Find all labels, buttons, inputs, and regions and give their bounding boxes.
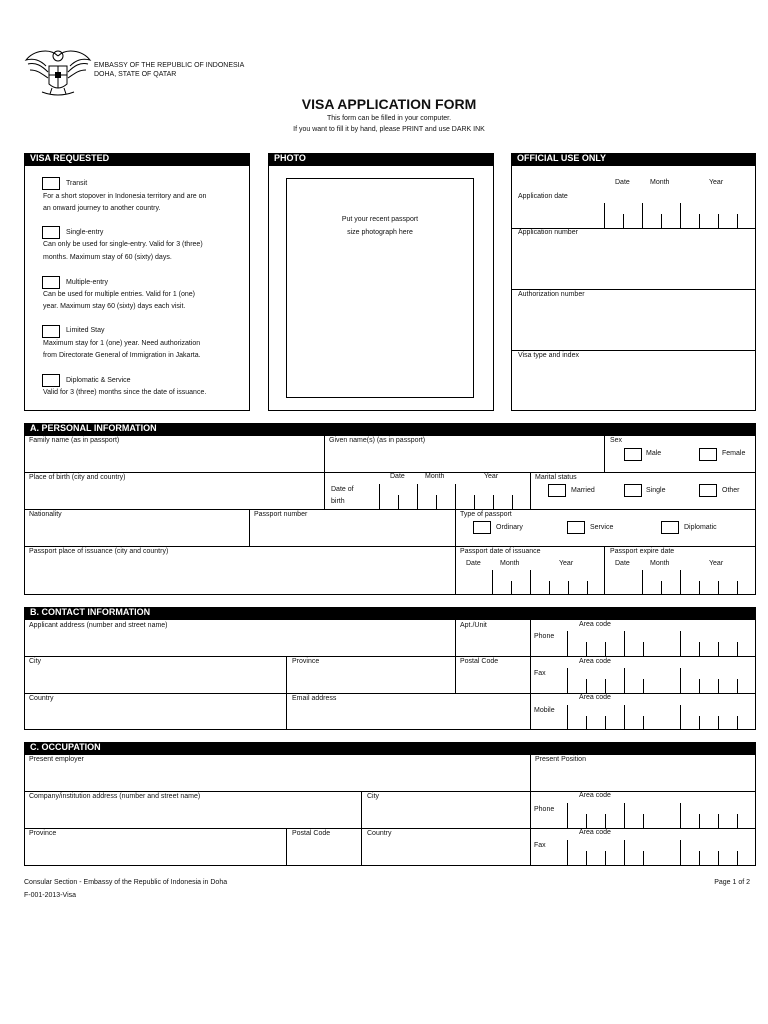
application-date-label: Application date	[518, 193, 568, 200]
contact-information-header	[24, 607, 756, 619]
footer-form-code: F-001-2013-Visa	[24, 892, 77, 899]
issuance-date-label: Date	[466, 560, 481, 567]
checkbox-ordinary[interactable]	[473, 521, 491, 534]
occupation-postal-code-label: Postal Code	[292, 830, 331, 837]
personal-information-title: A. PERSONAL INFORMATION	[30, 423, 157, 433]
issuance-month-label: Month	[500, 560, 520, 567]
footer-page-number: Page 1 of 2	[714, 879, 750, 886]
label-ordinary: Ordinary	[496, 524, 523, 531]
occupation-phone-label: Phone	[534, 806, 555, 813]
label-limited-stay: Limited Stay	[66, 327, 105, 334]
desc-single-2: months. Maximum stay of 60 (sixty) days.	[43, 254, 172, 261]
checkbox-limited-stay[interactable]	[42, 325, 60, 338]
garuda-emblem-icon	[22, 44, 94, 100]
label-single-entry: Single-entry	[66, 229, 104, 236]
issuance-year-label: Year	[559, 560, 574, 567]
place-of-issuance-label: Passport place of issuance (city and country)	[29, 548, 169, 555]
visa-type-label: Visa type and index	[518, 352, 579, 359]
subtitle-line-1: This form can be filled in your computer.	[326, 115, 452, 122]
authorization-number-label: Authorization number	[518, 291, 585, 298]
checkbox-diplomatic-service[interactable]	[42, 374, 60, 387]
given-names-label: Given name(s) (as in passport)	[329, 437, 426, 444]
checkbox-single[interactable]	[624, 484, 642, 497]
embassy-line-1: EMBASSY OF THE REPUBLIC OF INDONESIA	[94, 62, 245, 69]
occupation-city-label: City	[367, 793, 380, 800]
expire-date-year-label: Year	[709, 560, 724, 567]
embassy-line-2: DOHA, STATE OF QATAR	[94, 71, 177, 78]
occupation-panel	[24, 754, 756, 866]
label-transit: Transit	[66, 180, 88, 187]
label-diplomatic: Diplomatic	[684, 524, 717, 531]
photo-area[interactable]	[286, 178, 474, 398]
expire-date-date-label: Date	[615, 560, 630, 567]
label-diplomatic-service: Diplomatic & Service	[66, 377, 131, 384]
contact-fax-label: Fax	[534, 670, 546, 677]
visa-requested-title: VISA REQUESTED	[30, 153, 110, 163]
type-of-passport-label: Type of passport	[460, 511, 512, 518]
passport-number-label: Passport number	[254, 511, 308, 518]
occupation-header	[24, 742, 756, 754]
contact-country-label: Country	[29, 695, 54, 702]
personal-information-header	[24, 423, 756, 435]
occupation-phone-area-code-label: Area code	[579, 792, 611, 799]
contact-phone-area-code-label: Area code	[579, 621, 611, 628]
contact-mobile-area-code-label: Area code	[579, 694, 611, 701]
photo-instruction-2: size photograph here	[347, 229, 413, 236]
checkbox-service[interactable]	[567, 521, 585, 534]
present-employer-label: Present employer	[29, 756, 84, 763]
photo-header	[268, 153, 494, 165]
contact-fax-area-code-label: Area code	[579, 658, 611, 665]
page-title: VISA APPLICATION FORM	[301, 96, 477, 112]
label-single: Single	[646, 487, 666, 494]
occupation-fax-area-code-label: Area code	[579, 829, 611, 836]
checkbox-married[interactable]	[548, 484, 566, 497]
expire-date-month-label: Month	[650, 560, 670, 567]
label-male: Male	[646, 450, 662, 457]
checkbox-other[interactable]	[699, 484, 717, 497]
desc-single-1: Can only be used for single-entry. Valid for 3 (three)	[43, 241, 203, 248]
date-of-birth-label: Date of	[331, 486, 354, 493]
desc-transit-2: an onward journey to another country.	[43, 205, 161, 212]
official-use-title: OFFICIAL USE ONLY	[517, 153, 607, 163]
contact-information-panel	[24, 619, 756, 730]
checkbox-female[interactable]	[699, 448, 717, 461]
date-of-issuance-label: Passport date of issuance	[460, 548, 541, 555]
contact-city-label: City	[29, 658, 42, 665]
official-month-label: Month	[650, 179, 670, 186]
official-use-header	[511, 153, 756, 165]
label-married: Married	[571, 487, 595, 494]
family-name-input[interactable]	[25, 446, 323, 471]
checkbox-single-entry[interactable]	[42, 226, 60, 239]
sex-label: Sex	[610, 437, 623, 444]
label-female: Female	[722, 450, 746, 457]
marital-status-label: Marital status	[535, 474, 577, 481]
company-address-label: Company/institution address (number and street name)	[29, 793, 201, 800]
footer-consular-section: Consular Section - Embassy of the Republic of Indonesia in Doha	[24, 879, 228, 886]
desc-transit-1: For a short stopover in Indonesia territory and are on	[43, 193, 207, 200]
official-date-label: Date	[615, 179, 630, 186]
desc-multiple-2: year. Maximum stay 60 (sixty) days each visit.	[43, 303, 186, 310]
dob-month-label: Month	[425, 473, 445, 480]
photo-instruction-1: Put your recent passport	[341, 216, 419, 223]
dob-year-label: Year	[484, 473, 499, 480]
checkbox-transit[interactable]	[42, 177, 60, 190]
contact-phone-label: Phone	[534, 633, 555, 640]
family-name-label: Family name (as in passport)	[29, 437, 120, 444]
contact-province-label: Province	[292, 658, 320, 665]
desc-limited-2: from Directorate General of Immigration in Jakarta.	[43, 352, 201, 359]
occupation-title: C. OCCUPATION	[30, 742, 101, 752]
apt-unit-label: Apt./Unit	[460, 622, 487, 629]
expire-date-label: Passport expire date	[610, 548, 675, 555]
given-names-input[interactable]	[325, 446, 603, 471]
nationality-label: Nationality	[29, 511, 62, 518]
date-of-birth-label-2: birth	[331, 498, 345, 505]
present-position-label: Present Position	[535, 756, 586, 763]
visa-requested-header	[24, 153, 250, 165]
contact-mobile-label: Mobile	[534, 707, 555, 714]
official-year-label: Year	[709, 179, 724, 186]
dob-date-label: Date	[390, 473, 405, 480]
label-service: Service	[590, 524, 614, 531]
subtitle-line-2: If you want to fill it by hand, please PRINT and use DARK INK	[293, 126, 485, 133]
email-address-label: Email address	[292, 695, 337, 702]
label-multiple-entry: Multiple-entry	[66, 279, 109, 286]
official-use-panel	[511, 165, 756, 411]
occupation-fax-label: Fax	[534, 842, 546, 849]
contact-information-title: B. CONTACT INFORMATION	[30, 607, 151, 617]
checkbox-multiple-entry[interactable]	[42, 276, 60, 289]
contact-postal-code-label: Postal Code	[460, 658, 499, 665]
label-other: Other	[722, 487, 740, 494]
desc-diplomatic-1: Valid for 3 (three) months since the date of issuance.	[43, 389, 207, 396]
checkbox-male[interactable]	[624, 448, 642, 461]
place-of-birth-label: Place of birth (city and country)	[29, 474, 126, 481]
checkbox-diplomatic[interactable]	[661, 521, 679, 534]
photo-title: PHOTO	[274, 153, 306, 163]
applicant-address-label: Applicant address (number and street name)	[29, 622, 168, 629]
desc-multiple-1: Can be used for multiple entries. Valid for 1 (one)	[43, 291, 196, 298]
desc-limited-1: Maximum stay for 1 (one) year. Need authorization	[43, 340, 201, 347]
application-number-label: Application number	[518, 229, 578, 236]
occupation-province-label: Province	[29, 830, 57, 837]
occupation-country-label: Country	[367, 830, 392, 837]
